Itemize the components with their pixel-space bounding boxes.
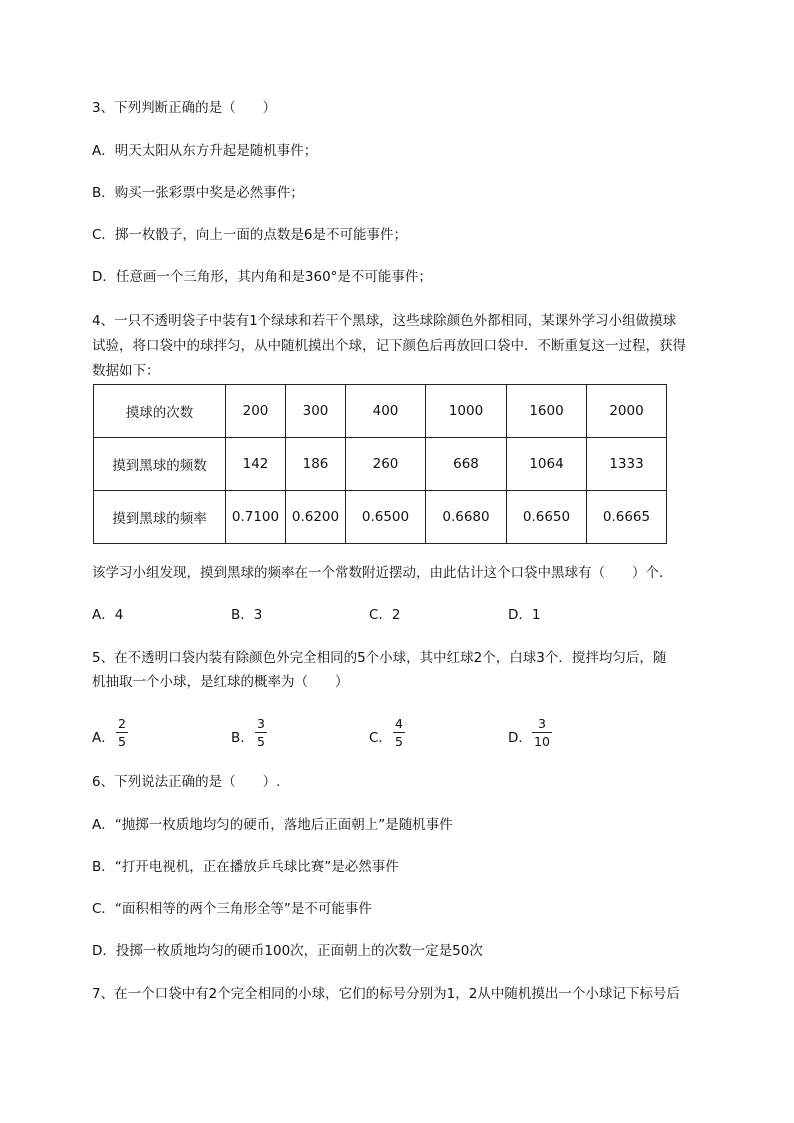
frequency-table <box>93 384 667 544</box>
q4-stem-line-1: 4、一只不透明袋子中装有1个绿球和若干个黑球，这些球除颜色外都相同，某课外学习小组做摸球 <box>92 313 677 329</box>
q4-stem-line-2: 试验，将口袋中的球拌匀，从中随机摸出个球，记下颜色后再放回口袋中．不断重复这一过程，获得 <box>92 338 686 354</box>
table-cell: 1064 <box>507 438 587 491</box>
table-header-cell: 摸球的次数 <box>94 385 226 438</box>
q4-question: 该学习小组发现，摸到黑球的频率在一个常数附近摆动，由此估计这个口袋中黑球有（ ）个． <box>92 565 673 581</box>
q3-option-c: C．掷一枚骰子，向上一面的点数是6是不可能事件； <box>92 227 408 243</box>
q4-option-b: B．3 <box>231 607 263 623</box>
table-row <box>94 385 667 438</box>
q3-option-b: B．购买一张彩票中奖是必然事件； <box>92 185 304 201</box>
table-row <box>94 438 667 491</box>
table-cell: 300 <box>286 385 346 438</box>
table-cell: 0.6665 <box>587 491 667 544</box>
q4-option-a: A．4 <box>92 607 124 623</box>
q6-option-d: D．投掷一枚质地均匀的硬币100次，正面朝上的次数一定是50次 <box>92 943 483 959</box>
table-cell: 2000 <box>587 385 667 438</box>
table-cell: 1000 <box>426 385 507 438</box>
q6-option-c: C．“面积相等的两个三角形全等”是不可能事件 <box>92 901 372 917</box>
q5-stem-line-2: 机抽取一个小球，是红球的概率为（ ） <box>92 674 349 690</box>
table-cell: 142 <box>226 438 286 491</box>
table-cell: 0.6500 <box>346 491 426 544</box>
q4-stem-line-3: 数据如下： <box>92 363 160 379</box>
q3-stem: 3、下列判断正确的是（ ） <box>92 100 277 116</box>
table-cell: 0.7100 <box>226 491 286 544</box>
q5-stem-line-1: 5、在不透明口袋内装有除颜色外完全相同的5个小球，其中红球2个，白球3个．搅拌均匀后，随 <box>92 650 667 666</box>
table-cell: 668 <box>426 438 507 491</box>
table-header-cell: 摸到黑球的频率 <box>94 491 226 544</box>
q6-option-a: A．“抛掷一枚质地均匀的硬币，落地后正面朝上”是随机事件 <box>92 817 453 833</box>
q6-stem: 6、下列说法正确的是（ ）. <box>92 774 281 790</box>
table-cell: 0.6200 <box>286 491 346 544</box>
table-cell: 260 <box>346 438 426 491</box>
fraction: 2 5 <box>118 716 126 749</box>
fraction: 3 10 <box>534 716 550 749</box>
fraction: 4 5 <box>395 716 403 749</box>
table-cell: 1600 <box>507 385 587 438</box>
q4-option-d: D．1 <box>508 607 541 623</box>
table-cell: 1333 <box>587 438 667 491</box>
fraction: 3 5 <box>257 716 265 749</box>
q4-option-c: C．2 <box>369 607 401 623</box>
q3-option-a: A．明天太阳从东方升起是随机事件； <box>92 143 318 159</box>
table-cell: 200 <box>226 385 286 438</box>
table-cell: 186 <box>286 438 346 491</box>
table-header-cell: 摸到黑球的频数 <box>94 438 226 491</box>
table-cell: 0.6650 <box>507 491 587 544</box>
table-cell: 400 <box>346 385 426 438</box>
q3-option-d: D．任意画一个三角形，其内角和是360°是不可能事件； <box>92 269 432 285</box>
q7-stem: 7、在一个口袋中有2个完全相同的小球，它们的标号分别为1，2从中随机摸出一个小球记下标号后 <box>92 986 680 1002</box>
q6-option-b: B．“打开电视机，正在播放乒乓球比赛”是必然事件 <box>92 859 399 875</box>
table-row <box>94 491 667 544</box>
table-cell: 0.6680 <box>426 491 507 544</box>
